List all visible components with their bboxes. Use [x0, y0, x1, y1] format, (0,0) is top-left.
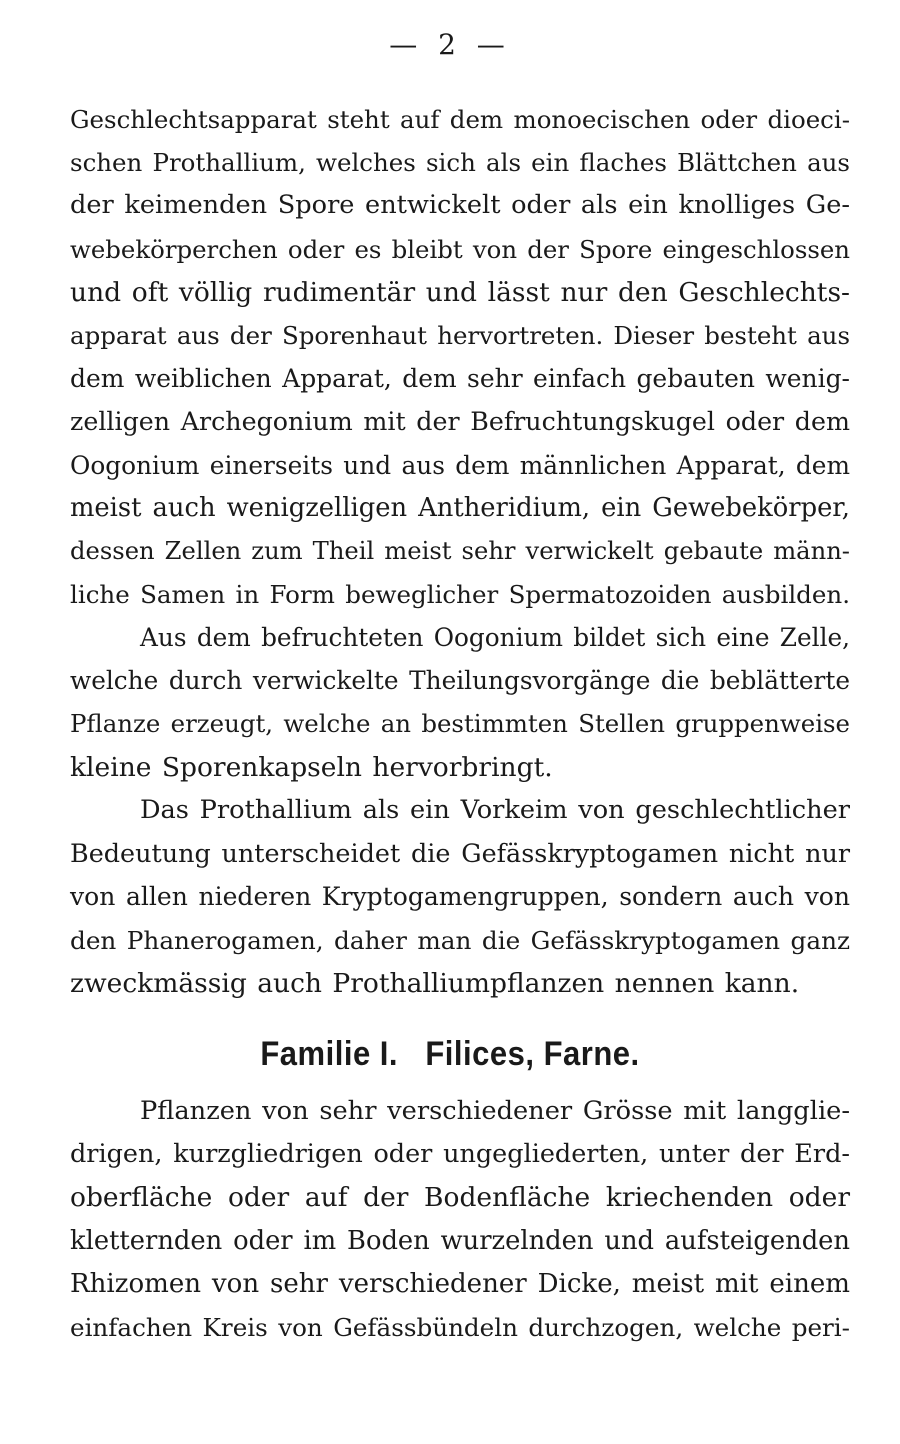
text-line: Oogonium einerseits und aus dem männlichen Apparat, dem — [70, 450, 850, 480]
section-heading: Familie I. Filices, Farne. — [260, 1034, 640, 1073]
paragraph-3 — [70, 789, 850, 1005]
text-line: Das Prothallium als ein Vorkeim von geschlechtlicher — [140, 795, 850, 825]
text-line: dessen Zellen zum Theil meist sehr verwickelt gebaute männ- — [70, 536, 850, 565]
text-line: Pflanzen von sehr verschiedener Grösse mit langglie- — [140, 1096, 850, 1126]
text-line: von allen niederen Kryptogamengruppen, sondern auch von — [70, 882, 850, 912]
text-line: kleine Sporenkapseln hervorbringt. — [70, 751, 553, 783]
text-line: schen Prothallium, welches sich als ein flaches Blättchen aus — [70, 148, 850, 178]
section-paragraph — [70, 1090, 850, 1349]
text-line: zweckmässig auch Prothalliumpflanzen nennen kann. — [70, 967, 800, 999]
text-line: den Phanerogamen, daher man die Gefässkryptogamen ganz — [70, 925, 850, 955]
text-line: kletternden oder im Boden wurzelnden und aufsteigenden — [70, 1225, 850, 1256]
text-line: welche durch verwickelte Theilungsvorgänge die beblätterte — [70, 666, 850, 696]
text-line: meist auch wenigzelligen Antheridium, ein Gewebekörper, — [70, 492, 850, 523]
text-line: zelligen Archegonium mit der Befruchtungskugel oder dem — [70, 406, 850, 437]
paragraph-1 — [70, 98, 850, 616]
text-line: oberfläche oder auf der Bodenfläche kriechenden oder — [70, 1182, 850, 1214]
page-number: — 2 — — [389, 28, 511, 61]
text-line: Aus dem befruchteten Oogonium bildet sich eine Zelle, — [140, 623, 850, 652]
text-line: Geschlechtsapparat steht auf dem monoecischen oder dioeci- — [70, 105, 850, 134]
text-line: einfachen Kreis von Gefässbündeln durchzogen, welche peri- — [70, 1312, 850, 1342]
text-line: apparat aus der Sporenhaut hervortreten. Dieser besteht aus — [70, 320, 850, 350]
text-line: drigen, kurzgliedrigen oder ungegliederten, unter der Erd- — [70, 1139, 850, 1170]
text-line: Bedeutung unterscheidet die Gefässkryptogamen nicht nur — [70, 838, 850, 869]
text-line: der keimenden Spore entwickelt oder als ein knolliges Ge- — [70, 190, 850, 221]
text-line: liche Samen in Form beweglicher Spermatozoiden ausbilden. — [70, 580, 850, 610]
paragraph-2 — [70, 616, 850, 789]
text-line: dem weiblichen Apparat, dem sehr einfach gebauten wenig- — [70, 364, 850, 394]
text-line: Rhizomen von sehr verschiedener Dicke, meist mit einem — [70, 1268, 850, 1299]
text-line: Pflanze erzeugt, welche an bestimmten Stellen gruppenweise — [70, 709, 850, 739]
text-line: und oft völlig rudimentär und lässt nur den Geschlechts- — [70, 276, 850, 308]
text-line: webekörperchen oder es bleibt von der Spore eingeschlossen — [70, 234, 850, 264]
